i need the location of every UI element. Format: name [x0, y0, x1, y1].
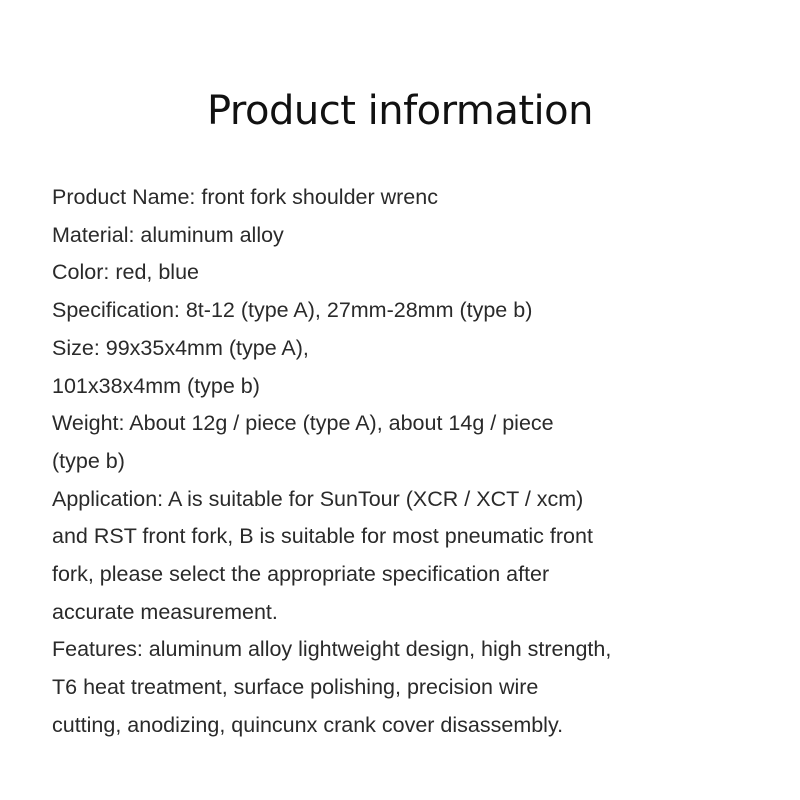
product-name-line: Product Name: front fork shoulder wrenc	[52, 185, 438, 209]
application-line-2: and RST front fork, B is suitable for most pneumatic front	[52, 524, 593, 549]
size-line-2: 101x38x4mm (type b)	[52, 373, 260, 398]
specification-line: Specification: 8t-12 (type A), 27mm-28mm (type b)	[52, 298, 533, 323]
application-line-4: accurate measurement.	[52, 599, 278, 624]
page-title: Product information	[207, 88, 593, 134]
features-line-3: cutting, anodizing, quincunx crank cover disassembly.	[52, 712, 564, 737]
features-line-2: T6 heat treatment, surface polishing, precision wire	[52, 675, 539, 700]
weight-line-2: (type b)	[52, 448, 125, 473]
application-line-1: Application: A is suitable for SunTour (XCR / XCT / xcm)	[52, 486, 584, 511]
size-line-1: Size: 99x35x4mm (type A),	[52, 335, 309, 360]
material-line: Material: aluminum alloy	[52, 222, 284, 247]
weight-line-1: Weight: About 12g / piece (type A), about 14g / piece	[52, 411, 554, 436]
application-line-3: fork, please select the appropriate specification after	[52, 562, 550, 587]
features-line-1: Features: aluminum alloy lightweight design, high strength,	[52, 637, 612, 662]
color-line: Color: red, blue	[52, 260, 199, 285]
product-info-list	[52, 179, 772, 745]
